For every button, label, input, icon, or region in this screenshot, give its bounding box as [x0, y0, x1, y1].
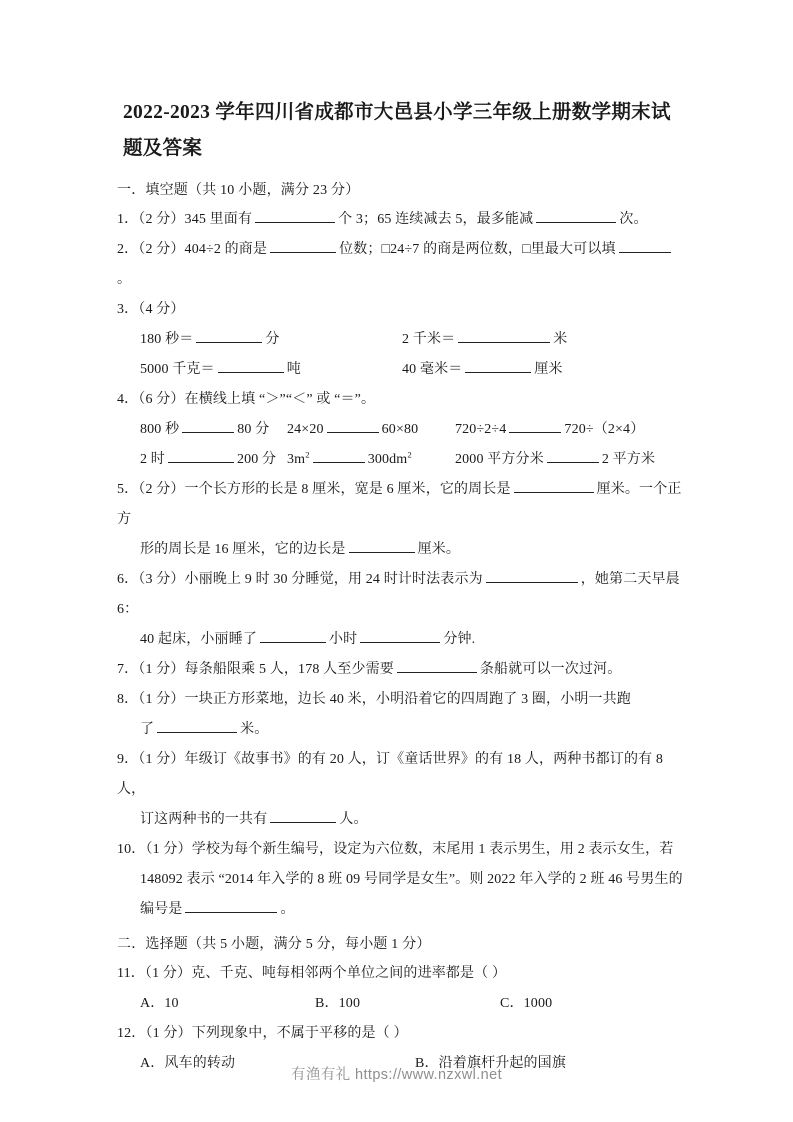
item-lead: 40 毫米＝ [402, 362, 463, 377]
answer-blank[interactable] [185, 899, 277, 913]
item-lead: 2 时 [140, 452, 165, 467]
item-lead: 800 秒 [140, 422, 180, 437]
answer-blank[interactable] [486, 569, 578, 583]
question-5-line2-a: 形的周长是 16 厘米，它的边长是 [140, 542, 346, 557]
answer-blank[interactable] [349, 539, 415, 553]
question-3-item-2 [402, 325, 567, 355]
item-lead: 180 秒＝ [140, 332, 194, 347]
answer-blank[interactable] [509, 419, 561, 433]
question-3-item-4 [402, 355, 563, 385]
question-10-line2: 148092 表示 “2014 年入学的 8 班 09 号同学是女生”。则 2022 年入学的 2 班 46 号男生的 [140, 872, 683, 887]
question-8-line2-b: 米。 [240, 722, 269, 737]
answer-blank[interactable] [327, 419, 379, 433]
question-4-item-3 [455, 415, 644, 445]
question-11-stem: 11．（1 分）克、千克、吨每相邻两个单位之间的进率都是（ ） [117, 966, 507, 981]
question-5-line2-b: 厘米。 [417, 542, 461, 557]
question-4-row-1 [117, 415, 687, 445]
item-lead: 5000 千克＝ [140, 362, 215, 377]
item-lead: 720÷2÷4 [455, 422, 507, 437]
question-4-item-4 [140, 445, 276, 475]
question-9 [117, 745, 687, 835]
question-1 [117, 205, 687, 235]
question-10-line3-a: 编号是 [140, 902, 183, 917]
option-c[interactable]: C．1000 [500, 996, 553, 1011]
question-6-line2-c: 分钟. [443, 632, 476, 647]
item-lead: 24×20 [287, 422, 324, 437]
question-8-line1: 8．（1 分）一块正方形菜地，边长 40 米，小明沿着它的四周跑了 3 圈，小明一共跑 [117, 692, 631, 707]
question-2-mid: 位数；□24÷7 的商是两位数，□里最大可以填 [339, 242, 616, 257]
answer-blank[interactable] [397, 659, 477, 673]
question-9-line2-b: 人。 [339, 812, 368, 827]
footer-watermark: 有渔有礼 https://www.nzxwl.net [290, 1067, 503, 1083]
answer-blank[interactable] [218, 359, 284, 373]
question-4-item-5 [287, 445, 412, 475]
item-tail: 300dm [367, 452, 408, 467]
item-tail: 米 [553, 332, 568, 347]
option-b[interactable]: B．100 [315, 996, 361, 1011]
question-12-stem: 12．（1 分）下列现象中，不属于平移的是（ ） [117, 1026, 408, 1041]
answer-blank[interactable] [547, 449, 599, 463]
option-a[interactable]: A．风车的转动 [140, 1056, 236, 1071]
question-5-line1-b: 厘米。一个正方 [117, 482, 682, 527]
question-3-item-3 [140, 355, 301, 385]
answer-blank[interactable] [458, 329, 550, 343]
question-10-line1: 10．（1 分）学校为每个新生编号，设定为六位数，末尾用 1 表示男生，用 2 表示女生，若 [117, 842, 674, 857]
item-tail: 720÷（2×4） [564, 422, 645, 437]
question-2-suffix: 。 [117, 272, 132, 287]
question-7-prefix: 7．（1 分）每条船限乘 5 人，178 人至少需要 [117, 662, 394, 677]
question-8 [117, 685, 687, 745]
question-3-prefix: 3．（4 分） [117, 302, 185, 317]
question-4-row-2 [117, 445, 687, 475]
answer-blank[interactable] [182, 419, 234, 433]
question-2 [117, 235, 687, 295]
option-a[interactable]: A．10 [140, 996, 179, 1011]
answer-blank[interactable] [313, 449, 365, 463]
answer-blank[interactable] [536, 209, 616, 223]
item-lead: 2 千米＝ [402, 332, 456, 347]
document-content [117, 95, 687, 1079]
question-3-row-2 [117, 355, 687, 385]
answer-blank[interactable] [514, 479, 594, 493]
question-4-item-6 [455, 445, 655, 475]
answer-blank[interactable] [465, 359, 531, 373]
question-1-mid: 个 3；65 连续减去 5，最多能减 [338, 212, 534, 227]
question-3 [117, 295, 687, 385]
answer-blank[interactable] [196, 329, 262, 343]
answer-blank[interactable] [255, 209, 335, 223]
question-11-options [117, 989, 687, 1019]
answer-blank[interactable] [619, 239, 671, 253]
answer-blank[interactable] [360, 629, 440, 643]
option-b[interactable]: B．沿着旗杆升起的国旗 [415, 1056, 566, 1071]
question-2-prefix: 2．（2 分）404÷2 的商是 [117, 242, 268, 257]
question-3-item-1 [140, 325, 280, 355]
question-5 [117, 475, 687, 565]
superscript: 2 [407, 449, 412, 460]
question-9-line2-a: 订这两种书的一共有 [140, 812, 268, 827]
question-9-line1: 9．（1 分）年级订《故事书》的有 20 人，订《童话世界》的有 18 人，两种书都订的有 8 人， [117, 752, 664, 797]
item-tail: 2 平方米 [601, 452, 656, 467]
item-tail: 厘米 [534, 362, 563, 377]
answer-blank[interactable] [270, 809, 336, 823]
section-heading-multiple-choice: 二．选择题（共 5 小题，满分 5 分，每小题 1 分） [117, 937, 431, 952]
item-lead: 3m [287, 452, 306, 467]
answer-blank[interactable] [270, 239, 336, 253]
item-tail: 60×80 [381, 422, 419, 437]
question-10 [117, 835, 687, 925]
answer-blank[interactable] [157, 719, 237, 733]
answer-blank[interactable] [260, 629, 326, 643]
question-6-line1-a: 6．（3 分）小丽晚上 9 时 30 分睡觉，用 24 时计时法表示为 [117, 572, 483, 587]
question-6 [117, 565, 687, 655]
answer-blank[interactable] [168, 449, 234, 463]
question-4 [117, 385, 687, 475]
question-6-line2-a: 40 起床，小丽睡了 [140, 632, 257, 647]
question-4-item-2 [287, 415, 418, 445]
superscript: 2 [305, 449, 310, 460]
question-5-line1-a: 5．（2 分）一个长方形的长是 8 厘米，宽是 6 厘米，它的周长是 [117, 482, 511, 497]
question-4-item-1 [140, 415, 269, 445]
question-1-prefix: 1．（2 分）345 里面有 [117, 212, 253, 227]
question-10-line3-b: 。 [280, 902, 295, 917]
question-3-row-1 [117, 325, 687, 355]
question-1-suffix: 次。 [619, 212, 648, 227]
question-6-line2-b: 小时 [329, 632, 358, 647]
item-tail: 吨 [286, 362, 301, 377]
question-8-line2-a: 了 [140, 722, 155, 737]
page-title: 2022-2023 学年四川省成都市大邑县小学三年级上册数学期末试题及答案 [123, 102, 671, 159]
item-tail: 80 分 [237, 422, 270, 437]
question-6-line1-b: ，她第二天早晨 6： [117, 572, 680, 617]
item-tail: 分 [265, 332, 280, 347]
item-tail: 200 分 [236, 452, 277, 467]
question-11 [117, 959, 687, 1019]
question-4-prefix: 4．（6 分）在横线上填 “＞”“＜” 或 “＝”。 [117, 392, 376, 407]
section-heading-fill-in-blanks: 一．填空题（共 10 小题，满分 23 分） [117, 183, 360, 198]
question-7 [117, 655, 687, 685]
question-7-suffix: 条船就可以一次过河。 [479, 662, 622, 677]
item-lead: 2000 平方分米 [455, 452, 544, 467]
